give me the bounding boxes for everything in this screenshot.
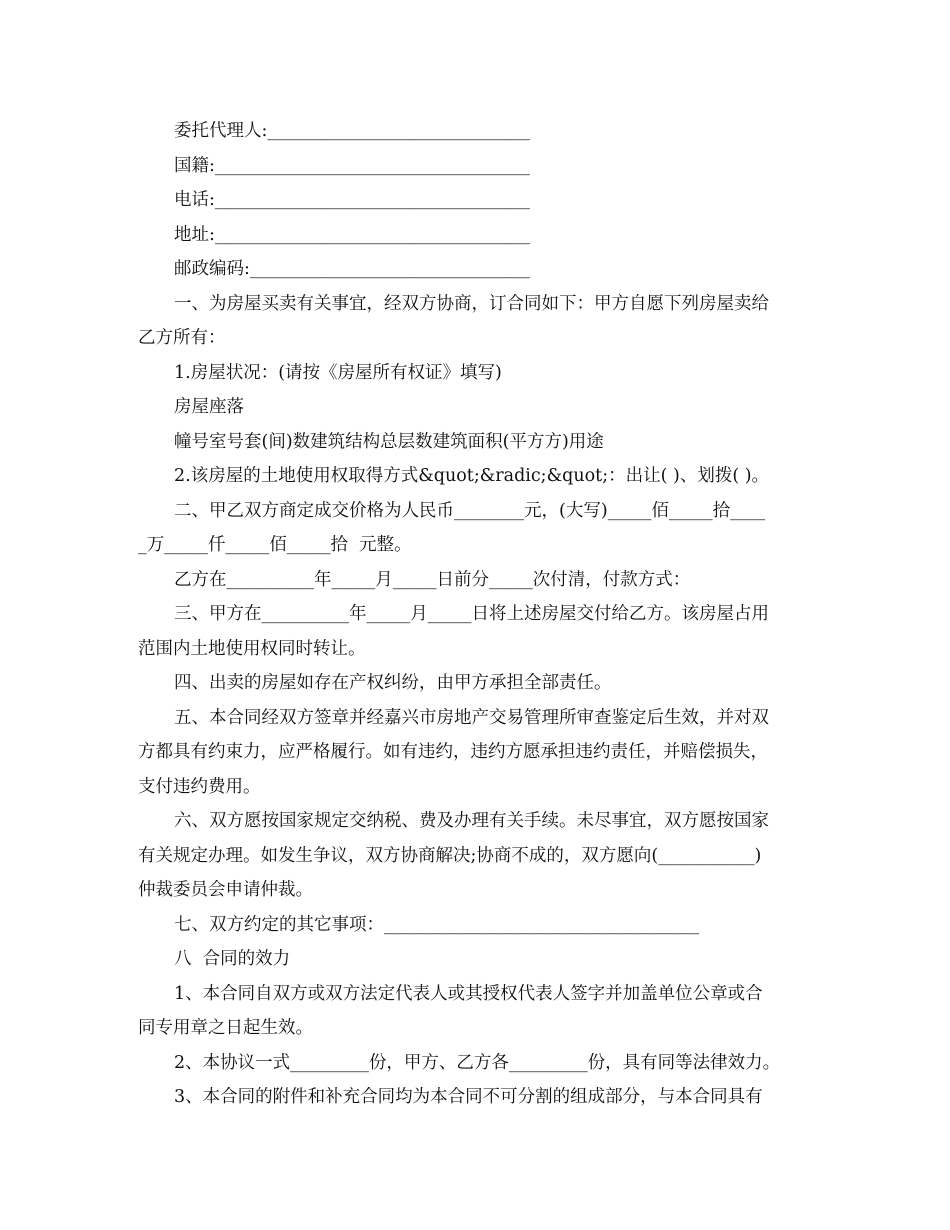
clause-7: 七、双方约定的其它事项：____________________________________ xyxy=(174,914,699,935)
contract-body xyxy=(138,114,818,1115)
clause-8-3-line-1: 3、本合同的附件和补充合同均为本合同不可分割的组成部分，与本合同具有 xyxy=(174,1087,763,1107)
clause-6-line-2: 有关规定办理。如发生争议，双方协商解决;协商不成的，双方愿向(___________) xyxy=(138,845,762,866)
clause-1-line-1: 一、为房屋买卖有关事宜，经双方协商，订合同如下：甲方自愿下列房屋卖给 xyxy=(174,293,769,314)
clause-5-line-1: 五、本合同经双方签章并经嘉兴市房地产交易管理所审查鉴定后生效，并对双 xyxy=(174,707,769,728)
clause-2-line-1: 二、甲乙双方商定成交价格为人民币________元，(大写)_____佰_____拾____ xyxy=(174,500,766,521)
clause-6-line-1: 六、双方愿按国家规定交纳税、费及办理有关手续。未尽事宜，双方愿按国家 xyxy=(174,811,769,831)
address-field: 地址:____________________________________ xyxy=(174,224,530,245)
postcode-field: 邮政编码:________________________________ xyxy=(174,259,530,279)
phone-field: 电话:____________________________________ xyxy=(174,190,530,210)
clause-4: 四、出卖的房屋如存在产权纠纷，由甲方承担全部责任。 xyxy=(174,673,612,693)
clause-8-1-line-1: 1、本合同自双方或双方法定代表人或其授权代表人签字并加盖单位公章或合 xyxy=(174,983,763,1004)
clause-3-line-2: 范围内土地使用权同时转让。 xyxy=(138,638,366,659)
clause-8-heading: 八 合同的效力 xyxy=(174,949,291,969)
clause-8-2: 2、本协议一式_________份，甲方、乙方各_________份，具有同等法律效力。 xyxy=(174,1052,781,1073)
house-attributes: 幢号室号套(间)数建筑结构总层数建筑面积(平方方)用途 xyxy=(174,431,604,452)
clause-6-line-3: 仲裁委员会申请仲裁。 xyxy=(138,880,313,900)
house-location: 房屋座落 xyxy=(174,397,244,417)
clause-2-line-2: _万_____仟_____佰_____拾 元整。 xyxy=(138,535,412,555)
clause-8-1-line-2: 同专用章之日起生效。 xyxy=(138,1018,313,1038)
payment-terms: 乙方在__________年_____月_____日前分_____次付清，付款方式： xyxy=(174,569,691,590)
house-status: 1.房屋状况：(请按《房屋所有权证》填写) xyxy=(174,362,502,383)
land-use-right: 2.该房屋的土地使用权取得方式&quot;&radic;&quot;：出让( )、划拨( )。 xyxy=(174,466,770,486)
clause-3-line-1: 三、甲方在__________年_____月_____日将上述房屋交付给乙方。该房屋占用 xyxy=(174,604,769,624)
clause-5-line-3: 支付违约费用。 xyxy=(138,776,261,797)
clause-1-line-2: 乙方所有： xyxy=(138,328,226,348)
nationality-field: 国籍:____________________________________ xyxy=(174,155,530,176)
clause-5-line-2: 方都具有约束力，应严格履行。如有违约，违约方愿承担违约责任，并赔偿损失， xyxy=(138,742,768,762)
agent-field: 委托代理人:______________________________ xyxy=(174,121,530,141)
